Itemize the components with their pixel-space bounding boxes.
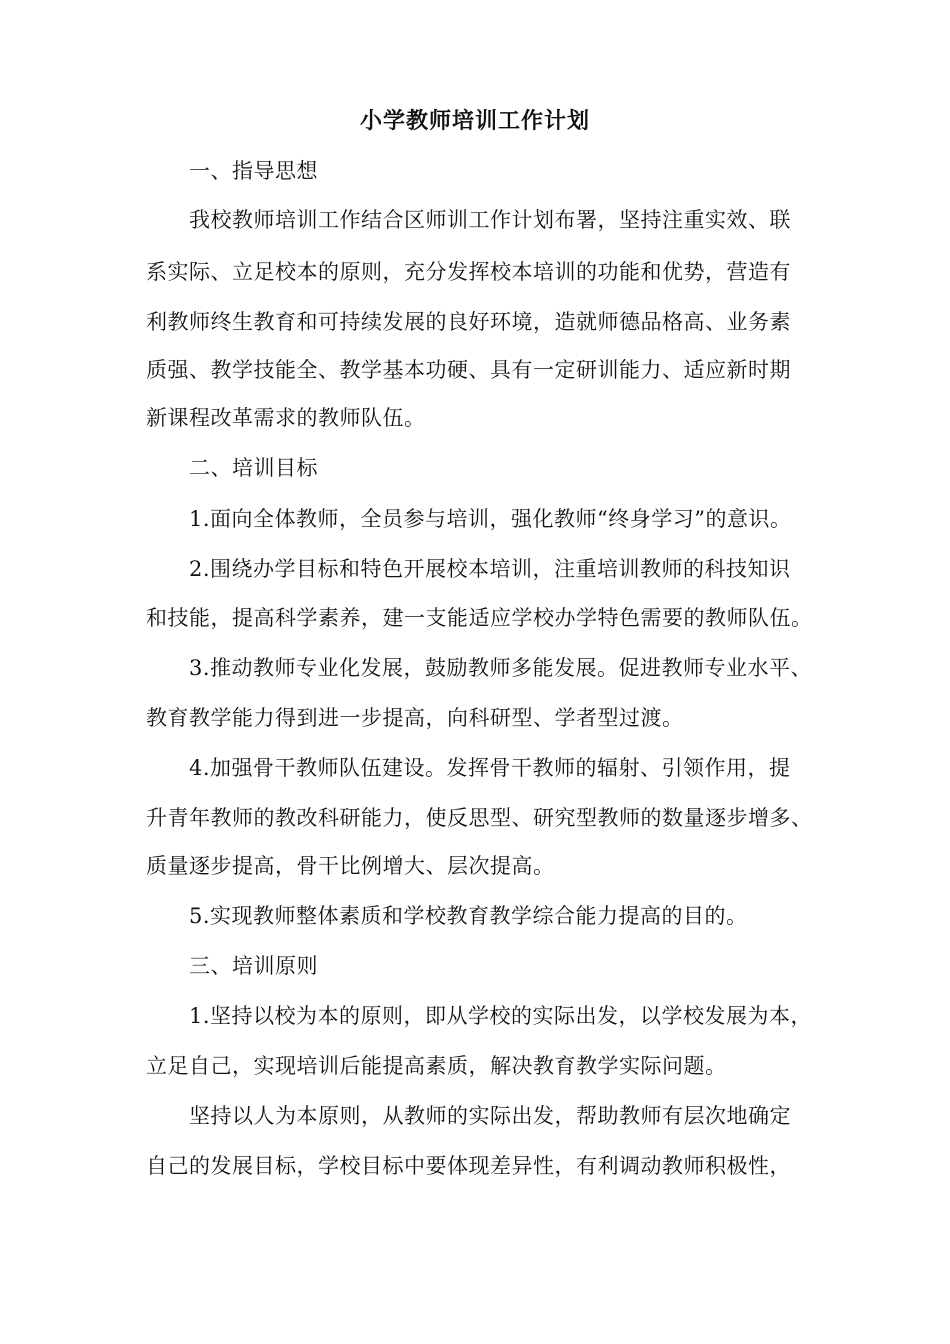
paragraph-line: 我校教师培训工作结合区师训工作计划布署，坚持注重实效、联 (189, 208, 791, 232)
paragraph-line: 利教师终生教育和可持续发展的良好环境，造就师德品格高、业务素 (146, 310, 791, 334)
paragraph-line: 系实际、立足校本的原则，充分发挥校本培训的功能和优势，营造有 (146, 260, 791, 284)
paragraph-line: 5.实现教师整体素质和学校教育教学综合能力提高的目的。 (189, 904, 748, 928)
paragraph-line: 3.推动教师专业化发展，鼓励教师多能发展。促进教师专业水平、 (189, 656, 813, 680)
paragraph-line: 质强、教学技能全、教学基本功硬、具有一定研训能力、适应新时期 (146, 358, 791, 382)
paragraph-line: 和技能，提高科学素养，建一支能适应学校办学特色需要的教师队伍。 (146, 606, 813, 630)
section-heading-2: 二、培训目标 (189, 456, 318, 480)
paragraph-line: 4.加强骨干教师队伍建设。发挥骨干教师的辐射、引领作用，提 (189, 756, 791, 780)
paragraph-line: 1.坚持以校为本的原则，即从学校的实际出发，以学校发展为本， (189, 1004, 813, 1028)
section-heading-3: 三、培训原则 (189, 954, 318, 978)
paragraph-line: 教育教学能力得到进一步提高，向科研型、学者型过渡。 (146, 706, 684, 730)
paragraph-line: 自己的发展目标，学校目标中要体现差异性，有利调动教师积极性， (146, 1154, 791, 1178)
paragraph-line: 1.面向全体教师，全员参与培训，强化教师“终身学习”的意识。 (189, 507, 792, 531)
paragraph-line: 2.围绕办学目标和特色开展校本培训，注重培训教师的科技知识 (189, 557, 791, 581)
paragraph-line: 质量逐步提高，骨干比例增大、层次提高。 (146, 854, 555, 878)
paragraph-line: 新课程改革需求的教师队伍。 (146, 406, 426, 430)
section-heading-1: 一、指导思想 (189, 159, 318, 183)
document-title: 小学教师培训工作计划 (359, 108, 590, 134)
paragraph-line: 升青年教师的教改科研能力，使反思型、研究型教师的数量逐步增多、 (146, 806, 813, 830)
paragraph-line: 坚持以人为本原则，从教师的实际出发，帮助教师有层次地确定 (189, 1104, 791, 1128)
paragraph-line: 立足自己，实现培训后能提高素质，解决教育教学实际问题。 (146, 1054, 727, 1078)
